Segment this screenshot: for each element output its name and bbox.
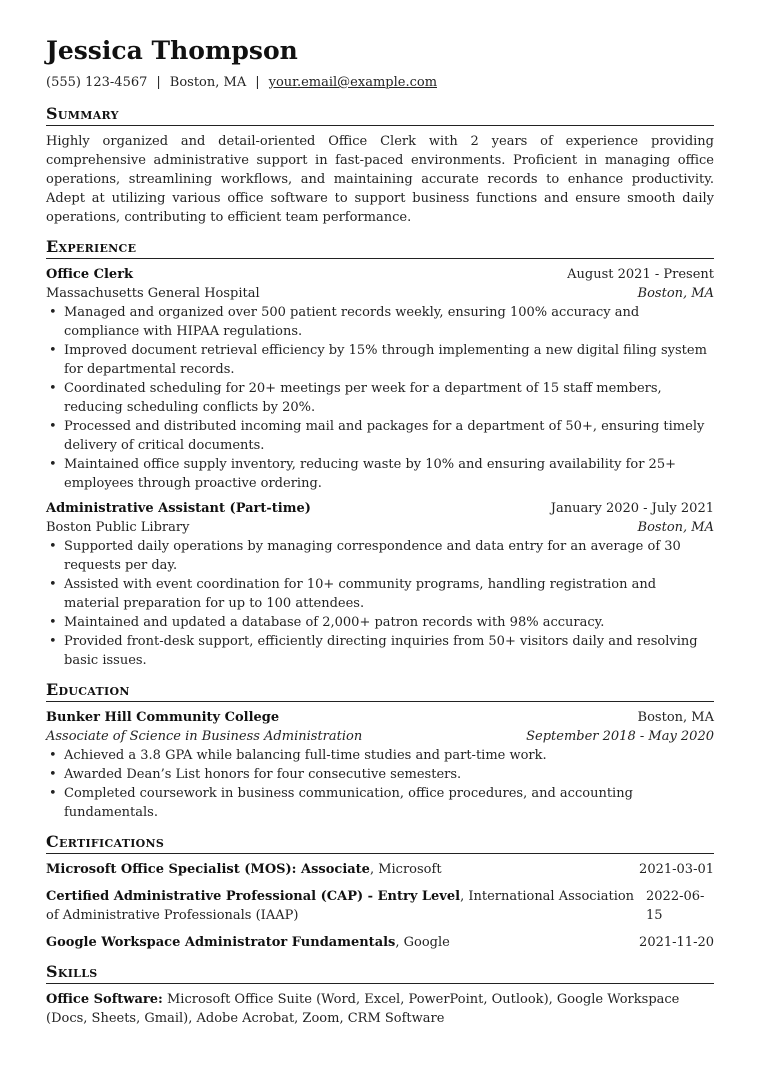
job-organization: Massachusetts General Hospital [46,286,260,301]
skills-list: Microsoft Office Suite (Word, Excel, PowerPoint, Outlook), Google Workspace (Docs, Sheets, Gmail), Adobe Acrobat, Zoom, CRM Software [46,992,680,1026]
contact-separator: | [255,75,260,90]
skills-text [46,990,714,1028]
certifications-list [46,860,714,952]
list-item: • Maintained office supply inventory, reducing waste by 10% and ensuring availability for 25+ employees through proactive ordering. [64,455,714,493]
education-bullets [46,746,714,822]
list-item: • Achieved a 3.8 GPA while balancing full-time studies and part-time work. [64,746,714,765]
degree: Associate of Science in Business Administration [46,729,363,744]
job-bullets [46,537,714,670]
skills-label: Office Software: [46,992,163,1007]
location: Boston, MA [169,75,247,90]
certification-issuer: , Google [395,935,450,950]
section-title-certifications: Certifications [46,832,714,854]
section-title-summary: Summary [46,104,714,126]
certification-item [46,860,714,879]
list-item: • Supported daily operations by managing correspondence and data entry for an average of 30 requests per day. [64,537,714,575]
school-name: Bunker Hill Community College [46,710,280,725]
list-item: • Coordinated scheduling for 20+ meetings per week for a department of 15 staff members, reducing scheduling conflicts by 20%. [64,379,714,417]
certification-item [46,933,714,952]
certification-name: Google Workspace Administrator Fundamentals [46,935,396,950]
job-dates: January 2020 - July 2021 [550,501,714,516]
email-link[interactable]: your.email@example.com [268,75,438,90]
list-item: • Improved document retrieval efficiency by 15% through implementing a new digital filing system for departmental records. [64,341,714,379]
list-item: • Assisted with event coordination for 10+ community programs, handling registration and material preparation for up to 100 attendees. [64,575,714,613]
certification-date: 2021-11-20 [639,935,714,950]
phone-number: (555) 123-4567 [46,75,148,90]
section-title-skills: Skills [46,962,714,984]
certification-date: 2021-03-01 [639,862,714,877]
job-location: Boston, MA [637,286,714,301]
list-item: • Managed and organized over 500 patient records weekly, ensuring 100% accuracy and compliance with HIPAA regulations. [64,303,714,341]
job-role: Administrative Assistant (Part-time) [46,501,311,516]
job-organization: Boston Public Library [46,520,190,535]
list-item: • Maintained and updated a database of 2,000+ patron records with 98% accuracy. [64,613,714,632]
education-entry [46,708,714,822]
list-item: • Awarded Dean’s List honors for four consecutive semesters. [64,765,714,784]
job-role: Office Clerk [46,267,134,282]
certification-text [46,860,442,879]
contact-separator: | [156,75,161,90]
job-entry [46,499,714,670]
certification-date: 2022-06-15 [646,889,705,923]
job-entry [46,265,714,493]
certification-text [46,933,450,952]
summary-text: Highly organized and detail-oriented Office Clerk with 2 years of experience providing comprehensive administrative support in fast-paced environments. Proficient in managing office operations, streamlining workflows, and maintaining accurate records to enhance productivity. Adept at utilizing various office software to support business functions and ensure smooth daily operations, contributing to efficient team performance. [46,134,714,225]
section-title-experience: Experience [46,237,714,259]
list-item: • Processed and distributed incoming mail and packages for a department of 50+, ensuring timely delivery of critical documents. [64,417,714,455]
certification-name: Microsoft Office Specialist (MOS): Associate [46,862,370,877]
certification-text [46,887,646,925]
list-item: • Completed coursework in business communication, office procedures, and accounting fundamentals. [64,784,714,822]
certification-issuer: , International Association of Administrative Professionals (IAAP) [46,889,635,923]
candidate-name: Jessica Thompson [46,36,298,65]
section-title-education: Education [46,680,714,702]
certification-name: Certified Administrative Professional (CAP) - Entry Level [46,889,461,904]
list-item: • Provided front-desk support, efficiently directing inquiries from 50+ visitors daily and resolving basic issues. [64,632,714,670]
job-location: Boston, MA [637,520,714,535]
certification-item [46,887,714,925]
contact-line [46,74,714,92]
school-location: Boston, MA [637,710,714,725]
education-dates: September 2018 - May 2020 [526,729,714,744]
job-bullets [46,303,714,493]
job-dates: August 2021 - Present [567,267,714,282]
certification-issuer: , Microsoft [369,862,442,877]
